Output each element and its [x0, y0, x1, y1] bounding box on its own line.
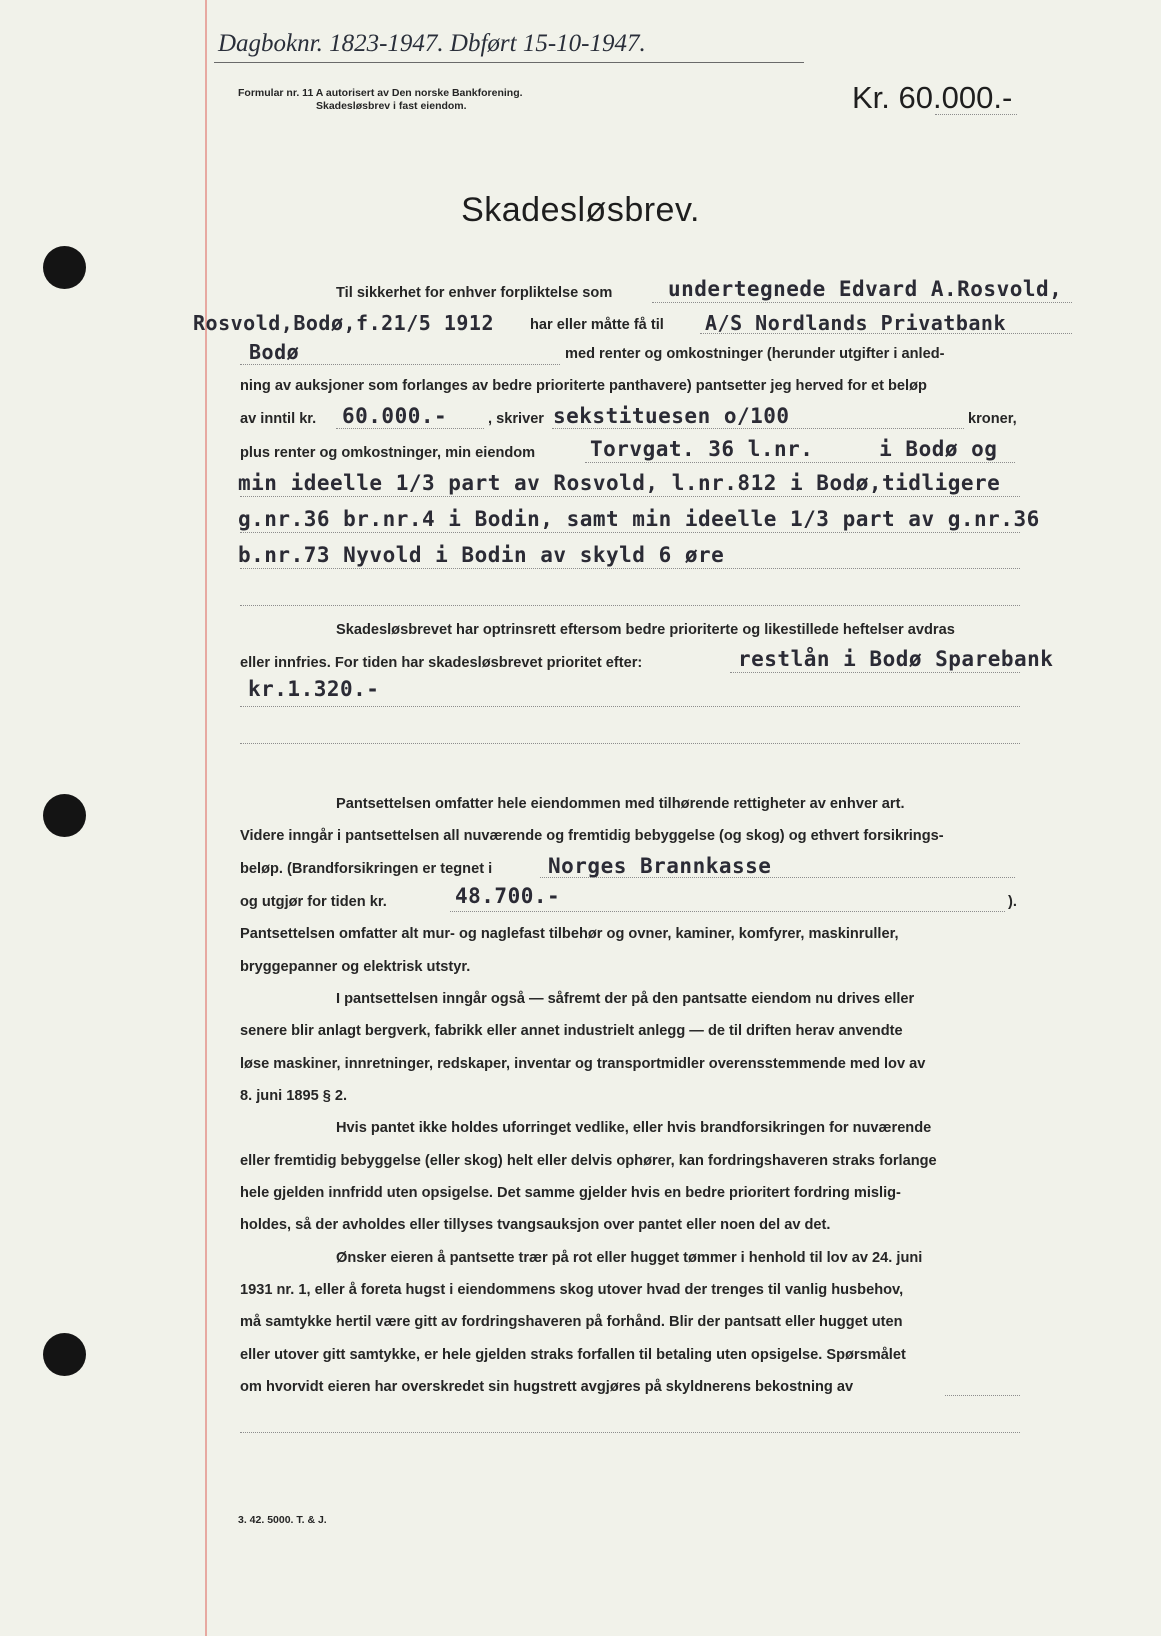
- fill-dots: [240, 364, 560, 365]
- fill-dots: [240, 706, 1020, 707]
- fill-dots: [730, 672, 1020, 673]
- text-line: Videre inngår i pantsettelsen all nuværende og fremtidig bebyggelse (og skog) og ethvert forsikrings-: [240, 828, 944, 844]
- header-underline: [214, 62, 804, 63]
- text-line: og utgjør for tiden kr.: [240, 894, 387, 910]
- typed-property-line: b.nr.73 Nyvold i Bodin av skyld 6 øre: [238, 543, 725, 567]
- text-line: løse maskiner, innretninger, redskaper, inventar og transportmidler overensstemmende med lov av: [240, 1056, 926, 1072]
- fill-dots: [240, 568, 1020, 569]
- text-line: eller utover gitt samtykke, er hele gjelden straks forfallen til betaling uten opsigelse. Spørsmålet: [240, 1347, 906, 1363]
- typed-prior-lien: restlån i Bodø Sparebank: [738, 647, 1054, 671]
- text-line: Til sikkerhet for enhver forpliktelse som: [336, 285, 613, 301]
- fill-dots: [540, 877, 1015, 878]
- text-line: 8. juni 1895 § 2.: [240, 1088, 348, 1104]
- fill-dots: [585, 462, 1015, 463]
- text-line: ning av auksjoner som forlanges av bedre prioriterte panthavere) pantsetter jeg herved for et beløp: [240, 378, 927, 394]
- margin-rule: [205, 0, 207, 1636]
- fill-dots: [700, 333, 1072, 334]
- typed-creditor: A/S Nordlands Privatbank: [705, 311, 1006, 335]
- typed-property-line: g.nr.36 br.nr.4 i Bodin, samt min ideelle 1/3 part av g.nr.36: [238, 507, 1040, 531]
- amount-dots: [935, 114, 1017, 115]
- form-type-line: Skadesløsbrev i fast eiendom.: [316, 100, 467, 112]
- text-line: plus renter og omkostninger, min eiendom: [240, 445, 536, 461]
- text-line: 1931 nr. 1, eller å foreta hugst i eiendommens skog utover hvad der trenges til vanlig husbehov,: [240, 1282, 904, 1298]
- binder-hole-1: [43, 246, 86, 289]
- form-authorization-line: Formular nr. 11 A autorisert av Den norske Bankforening.: [238, 87, 523, 99]
- text-line: av inntil kr.: [240, 411, 317, 427]
- fill-dots: [652, 302, 1072, 303]
- text-line: har eller måtte få til: [530, 317, 664, 333]
- text-line: Pantsettelsen omfatter alt mur- og naglefast tilbehør og ovner, kaminer, komfyrer, maskinruller,: [240, 926, 899, 942]
- text-line: Pantsettelsen omfatter hele eiendommen med tilhørende rettigheter av enhver art.: [336, 796, 905, 812]
- typed-debtor-address: Rosvold,Bodø,f.21/5 1912: [193, 311, 494, 335]
- typed-property-line: min ideelle 1/3 part av Rosvold, l.nr.812 i Bodø,tidligere: [238, 471, 1001, 495]
- text-line: senere blir anlagt bergverk, fabrikk eller annet industrielt anlegg — de til driften herav anvendte: [240, 1023, 903, 1039]
- typed-prior-lien-amount: kr.1.320.-: [248, 677, 380, 701]
- text-line: med renter og omkostninger (herunder utgifter i anled-: [565, 346, 945, 362]
- binder-hole-2: [43, 794, 86, 837]
- typed-amount: 60.000.-: [342, 404, 448, 428]
- text-line: ).: [1008, 894, 1017, 910]
- text-line: Ønsker eieren å pantsette trær på rot eller hugget tømmer i henhold til lov av 24. juni: [336, 1250, 923, 1266]
- text-line: hele gjelden innfridd uten opsigelse. Det samme gjelder hvis en bedre prioritert fordring mislig-: [240, 1185, 901, 1201]
- text-line: om hvorvidt eieren har overskredet sin hugstrett avgjøres på skyldnerens bekostning av: [240, 1379, 854, 1395]
- loan-amount: Kr. 60.000.-: [852, 80, 1013, 115]
- print-code: 3. 42. 5000. T. & J.: [238, 1514, 327, 1526]
- typed-amount-words: sekstituesen o/100: [553, 404, 790, 428]
- fill-dots: [240, 496, 1020, 497]
- typed-insurer: Norges Brannkasse: [548, 854, 772, 878]
- text-line: Skadesløsbrevet har optrinsrett eftersom bedre prioriterte og likestillede heftelser avdras: [336, 622, 955, 638]
- fill-dots: [240, 532, 1020, 533]
- text-line: beløp. (Brandforsikringen er tegnet i: [240, 861, 493, 877]
- fill-dots: [450, 911, 1005, 912]
- text-line: I pantsettelsen inngår også — såfremt der på den pantsatte eiendom nu drives eller: [336, 991, 915, 1007]
- typed-creditor-city: Bodø: [249, 340, 300, 364]
- fill-dots: [240, 743, 1020, 744]
- handwritten-dagbok-note: Dagboknr. 1823-1947. Dbført 15-10-1947.: [218, 30, 646, 57]
- text-line: eller innfries. For tiden har skadesløsbrevet prioritet efter:: [240, 655, 643, 671]
- fill-dots: [336, 428, 484, 429]
- fill-dots: [552, 428, 964, 429]
- text-line: , skriver: [488, 411, 544, 427]
- typed-debtor-name: undertegnede Edvard A.Rosvold,: [668, 277, 1063, 301]
- document-title: Skadesløsbrev.: [461, 191, 700, 229]
- typed-property: Torvgat. 36 l.nr. i Bodø og: [590, 437, 998, 461]
- fill-dots: [240, 1432, 1020, 1433]
- text-line: må samtykke hertil være gitt av fordringshaveren på forhånd. Blir der pantsatt eller hugget uten: [240, 1314, 903, 1330]
- text-line: bryggepanner og elektrisk utstyr.: [240, 959, 471, 975]
- binder-hole-3: [43, 1333, 86, 1376]
- typed-insured-value: 48.700.-: [455, 884, 561, 908]
- text-line: eller fremtidig bebyggelse (eller skog) helt eller delvis ophører, kan fordringshaveren straks forlange: [240, 1153, 937, 1169]
- fill-dots: [240, 605, 1020, 606]
- fill-dots: [945, 1395, 1020, 1396]
- text-line: kroner,: [968, 411, 1017, 427]
- text-line: Hvis pantet ikke holdes uforringet vedlike, eller hvis brandforsikringen for nuværende: [336, 1120, 932, 1136]
- text-line: holdes, så der avholdes eller tillyses tvangsauksjon over pantet eller noen del av det.: [240, 1217, 831, 1233]
